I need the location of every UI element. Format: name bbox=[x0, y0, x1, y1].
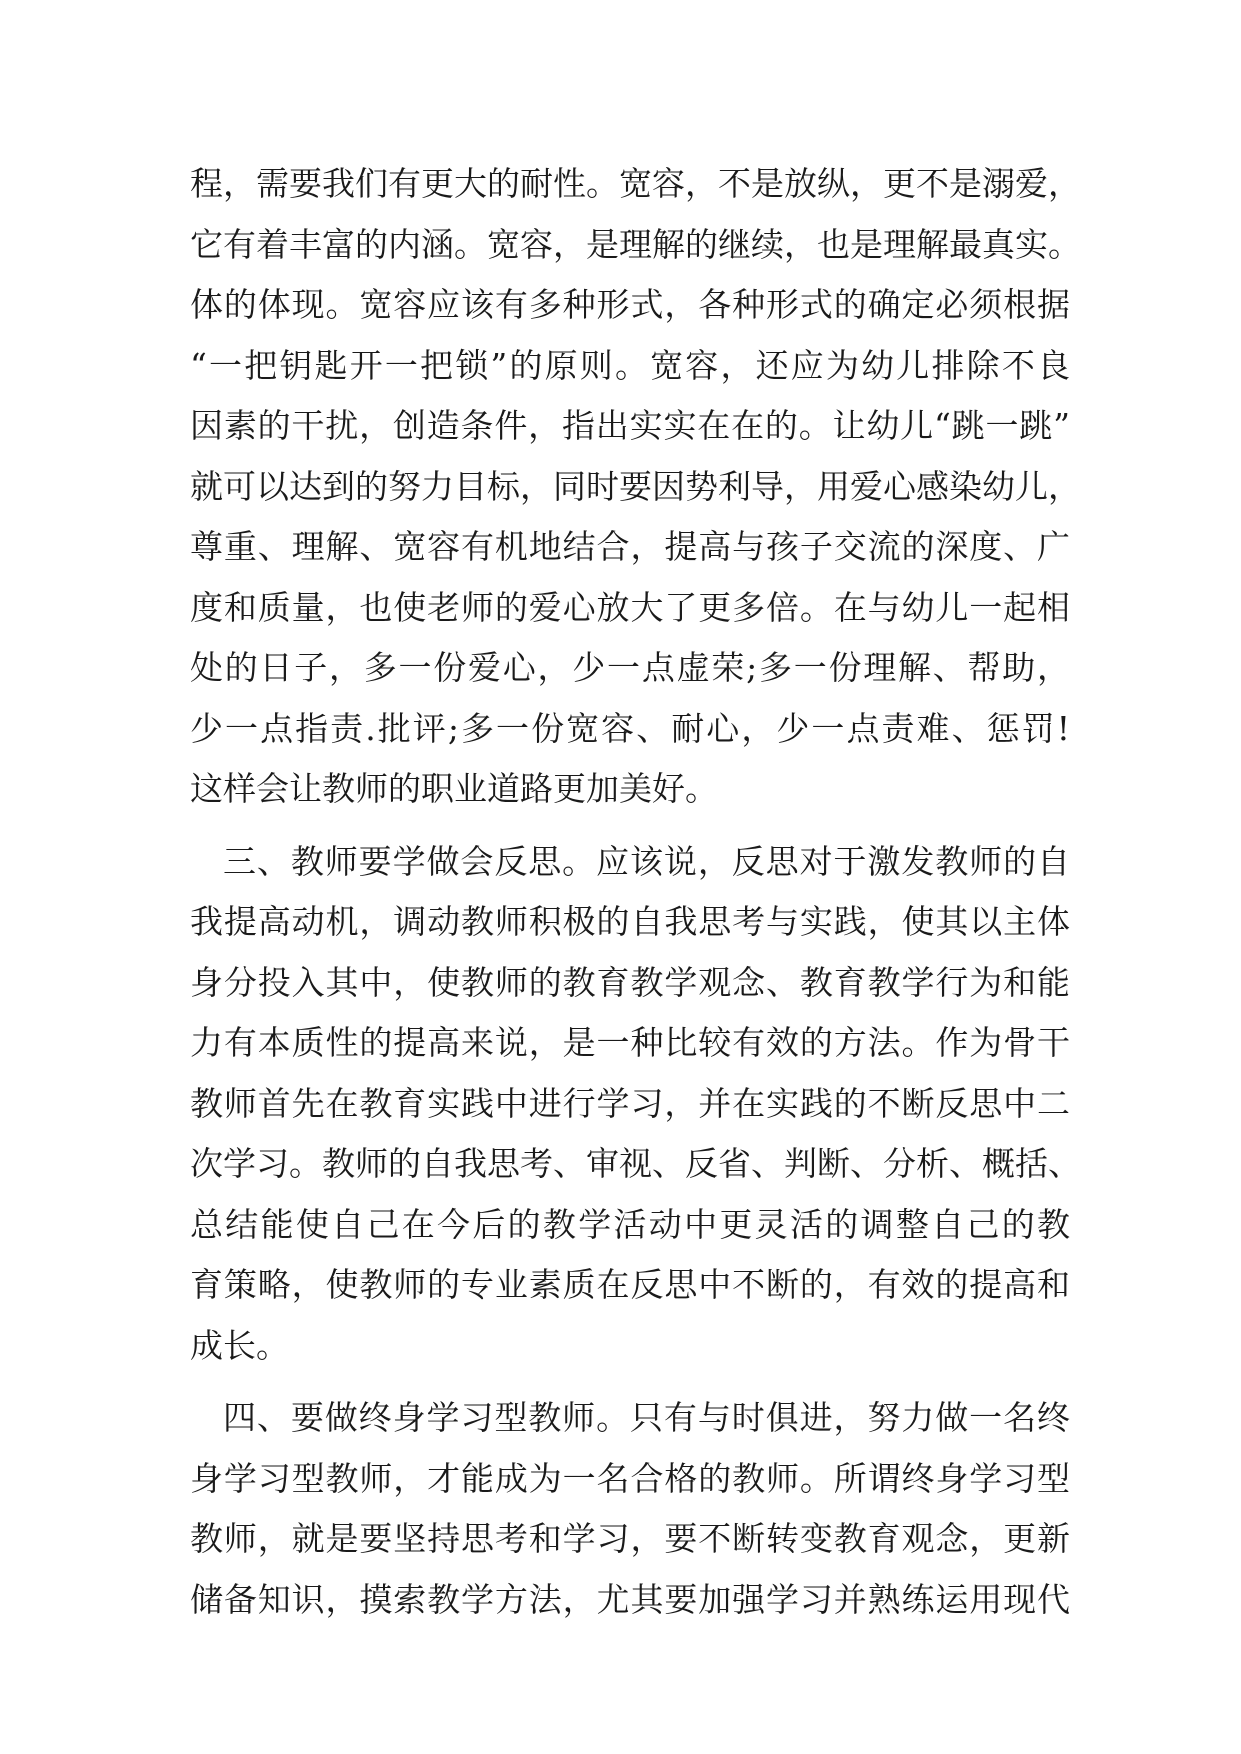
text-line: 育策略，使教师的专业素质在反思中不断的，有效的提高和 bbox=[190, 1265, 1070, 1304]
text-line: 身学习型教师，才能成为一名合格的教师。所谓终身学习型 bbox=[190, 1458, 1070, 1498]
text-line: 少一点指责.批评;多一份宽容、耐心，少一点责难、惩罚! bbox=[190, 708, 1070, 748]
text-line: 处的日子，多一份爱心，少一点虚荣;多一份理解、帮助， bbox=[190, 648, 1070, 687]
paragraph-gap bbox=[190, 820, 1070, 832]
text-line: 总结能使自己在今后的教学活动中更灵活的调整自己的教 bbox=[190, 1204, 1070, 1244]
paragraph bbox=[190, 1388, 1070, 1630]
text-line: 度和质量，也使老师的爱心放大了更多倍。在与幼儿一起相 bbox=[190, 587, 1070, 627]
text-line: 次学习。教师的自我思考、审视、反省、判断、分析、概括、 bbox=[190, 1144, 1081, 1183]
text-line: 储备知识，摸索教学方法，尤其要加强学习并熟练运用现代 bbox=[190, 1579, 1070, 1619]
text-line: 身分投入其中，使教师的教育教学观念、教育教学行为和能 bbox=[190, 962, 1070, 1002]
text-line: 三、教师要学做会反思。应该说，反思对于激发教师的自 bbox=[223, 841, 1070, 881]
text-line: 程，需要我们有更大的耐性。宽容，不是放纵，更不是溺爱， bbox=[190, 164, 1081, 203]
text-line: 我提高动机，调动教师积极的自我思考与实践，使其以主体 bbox=[190, 902, 1070, 941]
text-line: 这样会让教师的职业道路更加美好。 bbox=[190, 769, 718, 808]
text-line: 成长。 bbox=[190, 1325, 289, 1365]
text-line: 四、要做终身学习型教师。只有与时俱进，努力做一名终 bbox=[223, 1398, 1070, 1437]
paragraph bbox=[190, 832, 1081, 1377]
text-line: 体的体现。宽容应该有多种形式，各种形式的确定必须根据 bbox=[190, 285, 1070, 324]
text-line: 力有本质性的提高来说，是一种比较有效的方法。作为骨干 bbox=[190, 1023, 1070, 1062]
text-line: 教师首先在教育实践中进行学习，并在实践的不断反思中二 bbox=[190, 1083, 1070, 1123]
text-line: 它有着丰富的内涵。宽容，是理解的继续，也是理解最真实。 bbox=[190, 224, 1081, 264]
text-line: 就可以达到的努力目标，同时要因势利导，用爱心感染幼儿， bbox=[190, 466, 1081, 506]
document-body bbox=[190, 154, 1081, 1630]
text-line: 因素的干扰，创造条件，指出实实在在的。让幼儿“跳一跳” bbox=[190, 406, 1070, 445]
paragraph-gap bbox=[190, 1376, 1070, 1388]
paragraph bbox=[190, 154, 1081, 820]
text-line: 教师，就是要坚持思考和学习，要不断转变教育观念，更新 bbox=[190, 1519, 1070, 1558]
text-line: 尊重、理解、宽容有机地结合，提高与孩子交流的深度、广 bbox=[190, 527, 1070, 566]
text-line: “一把钥匙开一把锁”的原则。宽容，还应为幼儿排除不良 bbox=[190, 345, 1070, 385]
